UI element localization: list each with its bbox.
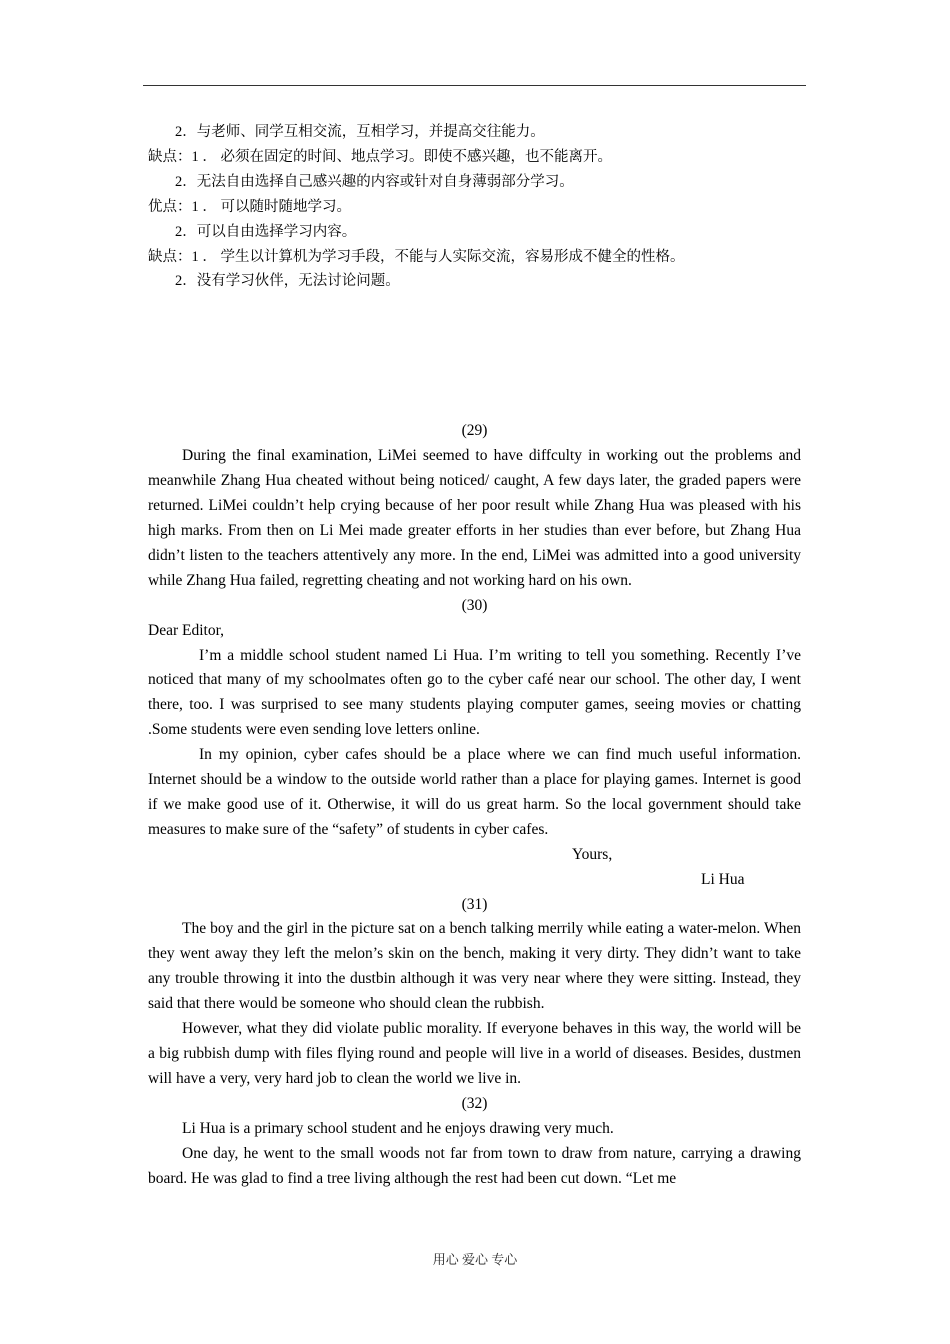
letter-paragraph-2: In my opinion, cyber cafes should be a place where we can find much useful information. Internet should be a window to the outside world rather than a place for playing games. Internet is good if we make good use of it. Otherwise, it will do us great harm. So the local government should take measures to make sure of the “safety” of students in cyber cafes. — [148, 746, 801, 838]
cn-line-5: 2．可以自由选择学习内容。 — [175, 223, 357, 240]
document-body — [148, 120, 801, 1191]
section-30-number: (30) — [461, 596, 488, 614]
cn-line-1: 2．与老师、同学互相交流，互相学习，并提高交往能力。 — [175, 124, 545, 140]
cn-line-7: 2．没有学习伙伴，无法讨论问题。 — [175, 273, 400, 290]
letter-closing: Yours, — [572, 845, 613, 863]
section-32-number: (32) — [461, 1094, 488, 1112]
section-32-paragraph-1: Li Hua is a primary school student and he enjoys drawing very much. — [182, 1119, 614, 1137]
cn-line-4: 优点：1 ． 可以随时随地学习。 — [148, 198, 351, 215]
letter-signature: Li Hua — [701, 870, 745, 888]
cn-line-3: 2．无法自由选择自己感兴趣的内容或针对自身薄弱部分学习。 — [175, 173, 574, 190]
section-29-paragraph: During the final examination, LiMei seemed to have diffculty in working out the problems and meanwhile Zhang Hua cheated without being noticed/ caught, A few days later, the graded papers were returned. LiMei couldn’t help crying because of her poor result while Zhang Hua was pleased with his high marks. From then on Li Mei made greater efforts in her studies than ever before, but Zhang Hua didn’t listen to the teachers attentively any more. In the end, LiMei was admitted into a good university while Zhang Hua failed, regretting cheating and not working hard on his own. — [148, 447, 801, 589]
section-29-number: (29) — [461, 422, 488, 440]
blank-gap — [148, 294, 801, 419]
section-32-paragraph-2: One day, he went to the small woods not far from town to draw from nature, carrying a drawing board. He was glad to find a tree living although the rest had been cut down. “Let me — [148, 1144, 801, 1187]
letter-salutation: Dear Editor, — [148, 621, 224, 639]
cn-line-2: 缺点：1 ． 必须在固定的时间、地点学习。即使不感兴趣，也不能离开。 — [148, 148, 612, 165]
cn-line-6: 缺点：1 ． 学生以计算机为学习手段，不能与人实际交流，容易形成不健全的性格。 — [148, 248, 685, 265]
section-31-paragraph-1: The boy and the girl in the picture sat on a bench talking merrily while eating a water-melon. When they went away they left the melon’s skin on the bench, making it very dirty. They didn’t want to take any trouble throwing it into the dustbin although it was very near where they were sitting. Instead, they said that there would be someone who should clean the rubbish. — [148, 920, 801, 1013]
section-31-paragraph-2: However, what they did violate public morality. If everyone behaves in this way, the world will be a big rubbish dump with files flying round and people will live in a world of diseases. Besides, dustmen will have a very, very hard job to clean the world we live in. — [148, 1020, 801, 1087]
section-31-number: (31) — [461, 895, 488, 913]
page-footer: 用心 爱心 专心 — [432, 1252, 518, 1267]
letter-paragraph-1: I’m a middle school student named Li Hua. I’m writing to tell you something. Recently I’ve noticed that many of my schoolmates often go to the cyber café near our school. The other day, I went there, too. I was surprised to see many students playing computer games, seeing movies or chatting .Some students were even sending love letters online. — [148, 646, 801, 739]
header-rule — [143, 85, 806, 86]
